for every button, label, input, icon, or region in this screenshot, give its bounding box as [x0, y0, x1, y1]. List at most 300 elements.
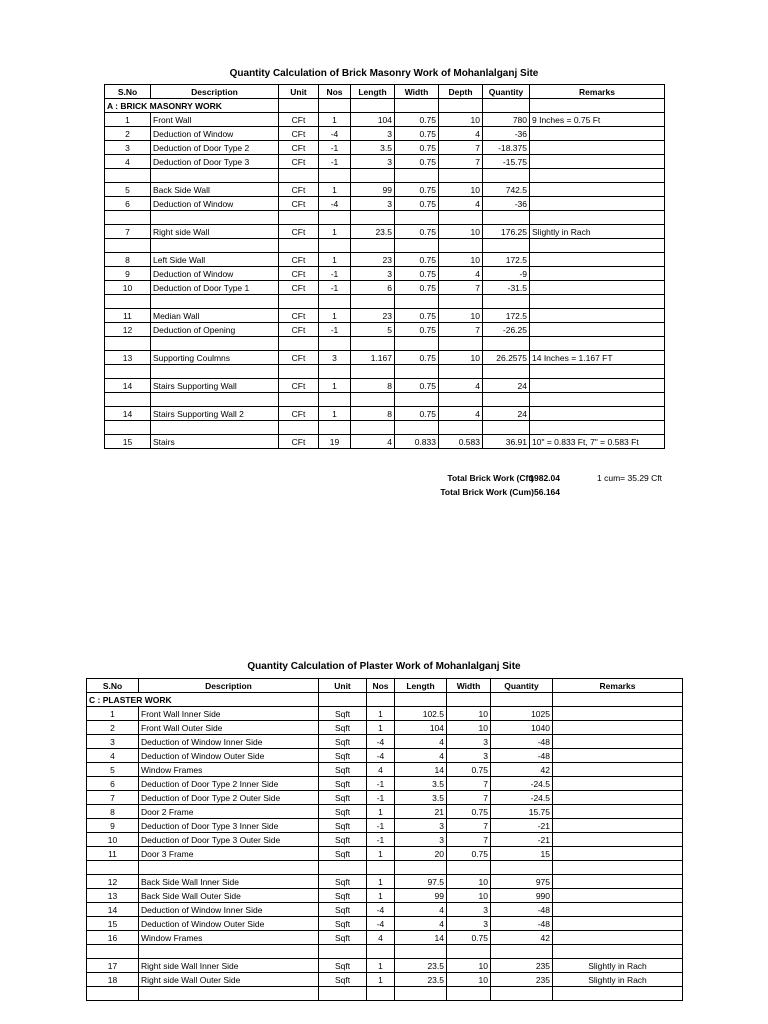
cell-length: 3 — [351, 155, 395, 169]
spacer-row — [105, 295, 665, 309]
cell-remarks: 14 Inches = 1.167 FT — [530, 351, 665, 365]
cell-quantity: -9 — [483, 267, 530, 281]
cell-depth: 10 — [439, 351, 483, 365]
cell-width: 0.75 — [395, 351, 439, 365]
cell-unit: Sqft — [319, 777, 367, 791]
cell-depth: 4 — [439, 267, 483, 281]
cell-unit: CFt — [279, 309, 319, 323]
cell-width: 0.75 — [395, 253, 439, 267]
cell-remarks — [553, 847, 683, 861]
cell-unit: CFt — [279, 113, 319, 127]
cell-quantity: 36.91 — [483, 435, 530, 449]
cell-unit: CFt — [279, 183, 319, 197]
cell-quantity: -48 — [491, 903, 553, 917]
cell-sno: 10 — [105, 281, 151, 295]
cell-width: 0.75 — [395, 183, 439, 197]
cell-remarks — [530, 197, 665, 211]
cell-description: Front Wall — [151, 113, 279, 127]
cell-length: 102.5 — [395, 707, 447, 721]
cell-sno: 18 — [87, 973, 139, 987]
cell-length: 4 — [395, 903, 447, 917]
cell-sno: 8 — [105, 253, 151, 267]
cell-quantity: -24.5 — [491, 777, 553, 791]
cell-description: Deduction of Door Type 3 Inner Side — [139, 819, 319, 833]
cell-unit: Sqft — [319, 903, 367, 917]
cell-quantity: 235 — [491, 959, 553, 973]
cell-remarks — [553, 805, 683, 819]
cell-length: 99 — [351, 183, 395, 197]
cell-length: 23.5 — [351, 225, 395, 239]
cell-length: 23.5 — [395, 959, 447, 973]
cell-sno: 2 — [87, 721, 139, 735]
table-row — [87, 847, 683, 861]
cell-description: Right side Wall — [151, 225, 279, 239]
cell-length: 4 — [395, 735, 447, 749]
cell-description: Left Side Wall — [151, 253, 279, 267]
cell-sno: 13 — [105, 351, 151, 365]
table-row — [105, 351, 665, 365]
cell-unit: Sqft — [319, 749, 367, 763]
cell-width: 0.75 — [447, 763, 491, 777]
cell-description: Right side Wall Outer Side — [139, 973, 319, 987]
cell-width: 0.75 — [395, 379, 439, 393]
section-title: C : PLASTER WORK — [87, 693, 319, 707]
cell-depth: 4 — [439, 407, 483, 421]
cell-sno: 6 — [87, 777, 139, 791]
spacer-row — [105, 239, 665, 253]
cell-remarks: 10" = 0.833 Ft, 7" = 0.583 Ft — [530, 435, 665, 449]
cell-length: 3 — [395, 833, 447, 847]
cell-unit: CFt — [279, 379, 319, 393]
cell-description: Door 2 Frame — [139, 805, 319, 819]
cell-sno: 8 — [87, 805, 139, 819]
plaster-work-table — [86, 678, 683, 1001]
cell-sno: 11 — [87, 847, 139, 861]
cell-quantity: 990 — [491, 889, 553, 903]
cell-unit: Sqft — [319, 805, 367, 819]
cell-description: Stairs Supporting Wall — [151, 379, 279, 393]
col-header-width: Width — [395, 85, 439, 99]
col-header-sno: S.No — [105, 85, 151, 99]
table-row — [87, 749, 683, 763]
cell-sno: 7 — [87, 791, 139, 805]
cell-length: 23 — [351, 253, 395, 267]
cell-width: 10 — [447, 721, 491, 735]
cell-width: 0.75 — [395, 309, 439, 323]
cell-nos: -1 — [367, 777, 395, 791]
cell-quantity: -48 — [491, 749, 553, 763]
cell-remarks — [530, 127, 665, 141]
col-header-unit: Unit — [279, 85, 319, 99]
cell-nos: 1 — [367, 973, 395, 987]
cell-unit: Sqft — [319, 917, 367, 931]
cell-sno: 9 — [105, 267, 151, 281]
cell-width: 0.75 — [395, 155, 439, 169]
spacer-row — [87, 945, 683, 959]
col-header-nos: Nos — [367, 679, 395, 693]
cell-depth: 10 — [439, 253, 483, 267]
table-row — [87, 833, 683, 847]
cell-remarks — [530, 267, 665, 281]
cell-unit: Sqft — [319, 889, 367, 903]
cell-sno: 1 — [105, 113, 151, 127]
cell-unit: Sqft — [319, 763, 367, 777]
cell-length: 4 — [351, 435, 395, 449]
spacer-row — [105, 211, 665, 225]
cell-remarks — [530, 183, 665, 197]
cell-description: Window Frames — [139, 931, 319, 945]
cell-width: 0.75 — [395, 225, 439, 239]
col-header-depth: Depth — [439, 85, 483, 99]
cell-width: 0.75 — [447, 805, 491, 819]
cell-nos: 1 — [319, 225, 351, 239]
cell-quantity: 24 — [483, 379, 530, 393]
cell-description: Front Wall Inner Side — [139, 707, 319, 721]
table-row — [87, 903, 683, 917]
cell-unit: Sqft — [319, 973, 367, 987]
table-row — [105, 281, 665, 295]
cell-nos: 1 — [367, 707, 395, 721]
cell-remarks — [530, 309, 665, 323]
cell-nos: 4 — [367, 763, 395, 777]
cell-quantity: 42 — [491, 931, 553, 945]
cell-sno: 10 — [87, 833, 139, 847]
cell-sno: 4 — [105, 155, 151, 169]
cell-nos: 1 — [319, 407, 351, 421]
cell-length: 3 — [351, 197, 395, 211]
cell-unit: Sqft — [319, 707, 367, 721]
section-row — [87, 693, 683, 707]
cell-sno: 14 — [105, 379, 151, 393]
cell-sno: 17 — [87, 959, 139, 973]
total-cft-label: Total Brick Work (Cft) — [447, 473, 534, 483]
cell-remarks — [530, 407, 665, 421]
cell-quantity: -26.25 — [483, 323, 530, 337]
cell-unit: CFt — [279, 197, 319, 211]
cell-depth: 7 — [439, 155, 483, 169]
table-row — [87, 875, 683, 889]
cell-width: 3 — [447, 903, 491, 917]
cell-remarks — [530, 253, 665, 267]
cell-sno: 2 — [105, 127, 151, 141]
cell-description: Stairs Supporting Wall 2 — [151, 407, 279, 421]
cell-nos: -1 — [319, 155, 351, 169]
cell-description: Deduction of Door Type 1 — [151, 281, 279, 295]
cell-nos: 1 — [319, 379, 351, 393]
col-header-nos: Nos — [319, 85, 351, 99]
cell-sno: 7 — [105, 225, 151, 239]
cell-length: 3 — [351, 127, 395, 141]
cell-remarks — [553, 791, 683, 805]
cell-length: 6 — [351, 281, 395, 295]
cell-length: 14 — [395, 763, 447, 777]
cell-description: Deduction of Window Outer Side — [139, 749, 319, 763]
cell-width: 10 — [447, 707, 491, 721]
cell-sno: 11 — [105, 309, 151, 323]
table-row — [105, 323, 665, 337]
cell-remarks — [553, 777, 683, 791]
cell-depth: 7 — [439, 323, 483, 337]
cell-depth: 4 — [439, 379, 483, 393]
table-row — [105, 267, 665, 281]
cell-description: Deduction of Window Inner Side — [139, 735, 319, 749]
cell-remarks: 9 Inches = 0.75 Ft — [530, 113, 665, 127]
table-row — [87, 735, 683, 749]
cell-quantity: 780 — [483, 113, 530, 127]
cell-description: Back Side Wall Inner Side — [139, 875, 319, 889]
cell-remarks — [530, 323, 665, 337]
cell-nos: 1 — [319, 309, 351, 323]
cell-remarks — [530, 281, 665, 295]
table-row — [105, 127, 665, 141]
cell-description: Window Frames — [139, 763, 319, 777]
cell-quantity: 176.25 — [483, 225, 530, 239]
cell-length: 104 — [351, 113, 395, 127]
cell-unit: CFt — [279, 225, 319, 239]
cell-remarks — [553, 875, 683, 889]
cell-sno: 1 — [87, 707, 139, 721]
cell-remarks — [553, 735, 683, 749]
cell-nos: -1 — [319, 141, 351, 155]
table-row — [105, 309, 665, 323]
cell-width: 3 — [447, 735, 491, 749]
cell-sno: 14 — [87, 903, 139, 917]
cell-quantity: -31.5 — [483, 281, 530, 295]
cell-quantity: -15.75 — [483, 155, 530, 169]
cell-unit: CFt — [279, 267, 319, 281]
spacer-row — [105, 421, 665, 435]
cell-width: 0.75 — [447, 847, 491, 861]
cell-quantity: 172.5 — [483, 309, 530, 323]
cell-length: 3 — [395, 819, 447, 833]
cell-sno: 15 — [105, 435, 151, 449]
cell-depth: 10 — [439, 183, 483, 197]
cell-remarks — [553, 763, 683, 777]
col-header-width: Width — [447, 679, 491, 693]
cell-unit: Sqft — [319, 847, 367, 861]
cell-quantity: 26.2575 — [483, 351, 530, 365]
total-cum-label: Total Brick Work (Cum) — [440, 487, 534, 497]
cell-nos: -4 — [367, 735, 395, 749]
cell-length: 4 — [395, 749, 447, 763]
table-row — [87, 707, 683, 721]
cell-width: 7 — [447, 833, 491, 847]
cell-description: Deduction of Window Inner Side — [139, 903, 319, 917]
spacer-row — [105, 393, 665, 407]
cell-width: 10 — [447, 959, 491, 973]
cell-unit: CFt — [279, 127, 319, 141]
cell-sno: 6 — [105, 197, 151, 211]
table-row — [87, 791, 683, 805]
cell-sno: 5 — [87, 763, 139, 777]
cell-nos: 1 — [367, 805, 395, 819]
cell-width: 0.75 — [395, 197, 439, 211]
cell-width: 0.75 — [395, 127, 439, 141]
cell-nos: 3 — [319, 351, 351, 365]
cell-remarks — [553, 903, 683, 917]
cell-description: Back Side Wall — [151, 183, 279, 197]
cell-width: 0.75 — [395, 407, 439, 421]
table-row — [105, 435, 665, 449]
cell-description: Stairs — [151, 435, 279, 449]
cell-description: Deduction of Door Type 2 Outer Side — [139, 791, 319, 805]
col-header-description: Description — [151, 85, 279, 99]
cell-width: 0.75 — [395, 141, 439, 155]
cell-width: 0.833 — [395, 435, 439, 449]
conversion-note: 1 cum= 35.29 Cft — [597, 473, 662, 483]
cell-width: 7 — [447, 791, 491, 805]
cell-nos: -1 — [367, 819, 395, 833]
cell-quantity: 975 — [491, 875, 553, 889]
cell-description: Deduction of Door Type 2 — [151, 141, 279, 155]
cell-depth: 4 — [439, 197, 483, 211]
cell-length: 3.5 — [351, 141, 395, 155]
spacer-row — [105, 169, 665, 183]
cell-remarks — [553, 721, 683, 735]
cell-nos: -1 — [319, 267, 351, 281]
cell-depth: 7 — [439, 281, 483, 295]
cell-length: 21 — [395, 805, 447, 819]
cell-width: 0.75 — [395, 281, 439, 295]
cell-sno: 3 — [87, 735, 139, 749]
cell-unit: Sqft — [319, 875, 367, 889]
cell-width: 3 — [447, 917, 491, 931]
cell-quantity: -24.5 — [491, 791, 553, 805]
cell-quantity: 1040 — [491, 721, 553, 735]
cell-unit: Sqft — [319, 721, 367, 735]
cell-width: 10 — [447, 875, 491, 889]
cell-nos: 1 — [367, 847, 395, 861]
cell-sno: 9 — [87, 819, 139, 833]
cell-width: 0.75 — [447, 931, 491, 945]
brick-table-title: Quantity Calculation of Brick Masonry Work of Mohanlalganj Site — [229, 68, 539, 79]
cell-quantity: -21 — [491, 819, 553, 833]
cell-nos: -4 — [319, 127, 351, 141]
table-row — [87, 721, 683, 735]
section-title: A : BRICK MASONRY WORK — [105, 99, 279, 113]
cell-nos: 4 — [367, 931, 395, 945]
section-row — [105, 99, 665, 113]
cell-length: 23 — [351, 309, 395, 323]
cell-nos: 1 — [319, 183, 351, 197]
total-cum-value: 56.164 — [534, 487, 560, 497]
cell-length: 8 — [351, 407, 395, 421]
cell-quantity: -48 — [491, 917, 553, 931]
cell-remarks — [553, 833, 683, 847]
cell-remarks — [530, 141, 665, 155]
cell-depth: 7 — [439, 141, 483, 155]
plaster-header-row — [87, 679, 683, 693]
cell-description: Deduction of Door Type 3 — [151, 155, 279, 169]
col-header-length: Length — [395, 679, 447, 693]
cell-quantity: 15.75 — [491, 805, 553, 819]
cell-description: Deduction of Window — [151, 197, 279, 211]
cell-unit: CFt — [279, 155, 319, 169]
table-row — [105, 141, 665, 155]
cell-length: 23.5 — [395, 973, 447, 987]
col-header-quantity: Quantity — [491, 679, 553, 693]
col-header-quantity: Quantity — [483, 85, 530, 99]
table-row — [87, 777, 683, 791]
cell-unit: Sqft — [319, 791, 367, 805]
cell-remarks — [553, 889, 683, 903]
cell-description: Deduction of Window — [151, 267, 279, 281]
cell-remarks: Slightly in Rach — [553, 973, 683, 987]
cell-width: 10 — [447, 973, 491, 987]
cell-length: 3.5 — [395, 791, 447, 805]
cell-description: Back Side Wall Outer Side — [139, 889, 319, 903]
cell-description: Median Wall — [151, 309, 279, 323]
cell-length: 97.5 — [395, 875, 447, 889]
spacer-row — [105, 337, 665, 351]
cell-remarks — [553, 931, 683, 945]
cell-nos: 1 — [367, 889, 395, 903]
cell-nos: -4 — [367, 749, 395, 763]
cell-unit: Sqft — [319, 735, 367, 749]
cell-unit: CFt — [279, 435, 319, 449]
cell-unit: Sqft — [319, 819, 367, 833]
brick-masonry-table — [104, 84, 665, 449]
col-header-remarks: Remarks — [530, 85, 665, 99]
cell-description: Deduction of Opening — [151, 323, 279, 337]
cell-nos: -1 — [367, 833, 395, 847]
cell-description: Right side Wall Inner Side — [139, 959, 319, 973]
cell-length: 4 — [395, 917, 447, 931]
table-row — [105, 183, 665, 197]
cell-quantity: -21 — [491, 833, 553, 847]
cell-quantity: -36 — [483, 127, 530, 141]
cell-unit: CFt — [279, 323, 319, 337]
cell-nos: 1 — [319, 253, 351, 267]
cell-quantity: 172.5 — [483, 253, 530, 267]
cell-depth: 10 — [439, 113, 483, 127]
cell-quantity: 24 — [483, 407, 530, 421]
cell-unit: Sqft — [319, 959, 367, 973]
cell-quantity: -48 — [491, 735, 553, 749]
brick-header-row — [105, 85, 665, 99]
cell-sno: 12 — [105, 323, 151, 337]
cell-depth: 10 — [439, 225, 483, 239]
cell-length: 99 — [395, 889, 447, 903]
cell-unit: Sqft — [319, 931, 367, 945]
cell-length: 3 — [351, 267, 395, 281]
cell-length: 5 — [351, 323, 395, 337]
col-header-unit: Unit — [319, 679, 367, 693]
cell-width: 3 — [447, 749, 491, 763]
cell-length: 3.5 — [395, 777, 447, 791]
cell-remarks — [530, 155, 665, 169]
cell-description: Door 3 Frame — [139, 847, 319, 861]
table-row — [87, 959, 683, 973]
cell-length: 20 — [395, 847, 447, 861]
cell-unit: CFt — [279, 351, 319, 365]
cell-length: 8 — [351, 379, 395, 393]
cell-sno: 5 — [105, 183, 151, 197]
cell-width: 0.75 — [395, 323, 439, 337]
spacer-row — [87, 861, 683, 875]
cell-description: Deduction of Window Outer Side — [139, 917, 319, 931]
cell-quantity: -18.375 — [483, 141, 530, 155]
cell-depth: 0.583 — [439, 435, 483, 449]
cell-width: 7 — [447, 819, 491, 833]
cell-description: Deduction of Door Type 3 Outer Side — [139, 833, 319, 847]
col-header-sno: S.No — [87, 679, 139, 693]
cell-unit: CFt — [279, 281, 319, 295]
cell-sno: 15 — [87, 917, 139, 931]
cell-nos: -1 — [367, 791, 395, 805]
cell-sno: 16 — [87, 931, 139, 945]
table-row — [87, 931, 683, 945]
